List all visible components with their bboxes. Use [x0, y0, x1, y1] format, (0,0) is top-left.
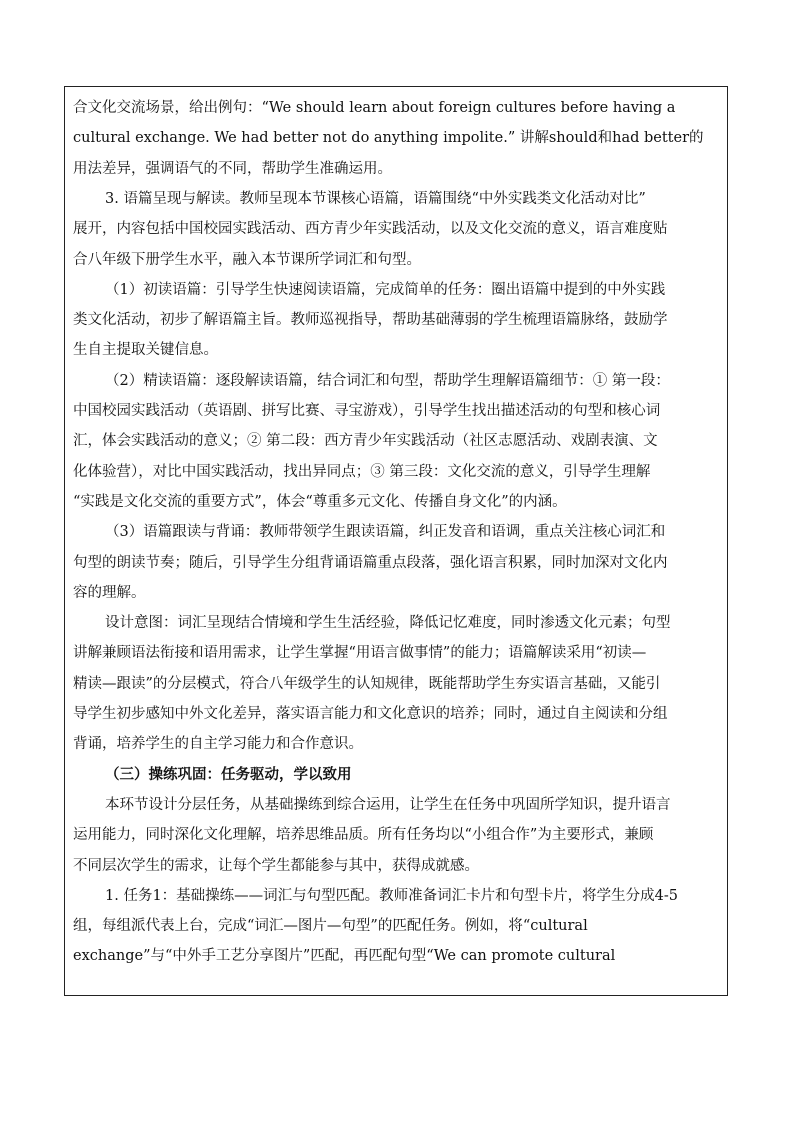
- paragraph-line: 讲解兼顾语法衔接和语用需求，让学生掌握“用语言做事情”的能力；语篇解读采用“初读—: [73, 645, 647, 662]
- paragraph-line: 组，每组派代表上台，完成“词汇—图片—句型”的匹配任务。例如，将“cultural: [73, 918, 588, 935]
- paragraph-line: 容的理解。: [73, 584, 146, 601]
- paragraph-line: 用法差异，强调语气的不同，帮助学生准确运用。: [73, 160, 392, 177]
- paragraph-line: 本环节设计分层任务，从基础操练到综合运用，让学生在任务中巩固所学知识，提升语言: [105, 796, 671, 813]
- paragraph-line: exchange”与“中外手工艺分享图片”匹配，再匹配句型“We can promote cultural: [73, 948, 616, 965]
- paragraph-line: 类文化活动，初步了解语篇主旨。教师巡视指导，帮助基础薄弱的学生梳理语篇脉络，鼓励学: [73, 312, 668, 329]
- paragraph-line: 3. 语篇呈现与解读。教师呈现本节课核心语篇，语篇围绕“中外实践类文化活动对比”: [105, 190, 646, 207]
- paragraph-line: 精读—跟读”的分层模式，符合八年级学生的认知规律，既能帮助学生夯实语言基础，又能引: [73, 675, 661, 692]
- paragraph-line: 导学生初步感知中外文化差异，落实语言能力和文化意识的培养；同时，通过自主阅读和分组: [73, 706, 668, 722]
- paragraph-line: 生自主提取关键信息。: [73, 342, 218, 359]
- paragraph-line: cultural exchange. We had better not do anything impolite.” 讲解should和had better的: [73, 130, 704, 147]
- paragraph-line: 合文化交流场景，给出例句：“We should learn about foreign cultures before having a: [73, 100, 676, 116]
- paragraph-line: 句型的朗读节奏；随后，引导学生分组背诵语篇重点段落，强化语言积累，同时加深对文化内: [73, 554, 668, 571]
- paragraph-line: 运用能力，同时深化文化理解，培养思维品质。所有任务均以“小组合作”为主要形式，兼顾: [73, 827, 654, 844]
- paragraph-line: 化体验营），对比中国实践活动，找出异同点；③ 第三段：文化交流的意义，引导学生理解: [73, 463, 651, 480]
- paragraph-line: （2）精读语篇：逐段解读语篇，结合词汇和句型，帮助学生理解语篇细节：① 第一段：: [105, 372, 670, 389]
- paragraph-line: 设计意图：词汇呈现结合情境和学生生活经验，降低记忆难度，同时渗透文化元素；句型: [105, 615, 671, 632]
- paragraph-line: 展开，内容包括中国校园实践活动、西方青少年实践活动，以及文化交流的意义，语言难度贴: [73, 221, 668, 238]
- section-heading: （三）操练巩固：任务驱动，学以致用: [105, 765, 352, 783]
- paragraph-line: 中国校园实践活动（英语剧、拼写比赛、寻宝游戏），引导学生找出描述活动的句型和核心词: [73, 403, 661, 419]
- paragraph-line: （3）语篇跟读与背诵：教师带领学生跟读语篇，纠正发音和语调，重点关注核心词汇和: [105, 524, 666, 541]
- paragraph-line: 不同层次学生的需求，让每个学生都能参与其中，获得成就感。: [73, 857, 479, 874]
- paragraph-line: 背诵，培养学生的自主学习能力和合作意识。: [73, 736, 363, 753]
- paragraph-line: （1）初读语篇：引导学生快速阅读语篇，完成简单的任务：圈出语篇中提到的中外实践: [105, 281, 666, 298]
- paragraph-line: 汇，体会实践活动的意义；② 第二段：西方青少年实践活动（社区志愿活动、戏剧表演、文: [73, 433, 658, 450]
- paragraph-line: 1. 任务1：基础操练——词汇与句型匹配。教师准备词汇卡片和句型卡片，将学生分成4-5: [105, 887, 679, 904]
- paragraph-line: “实践是文化交流的重要方式”，体会“尊重多元文化、传播自身文化”的内涵。: [73, 493, 567, 510]
- paragraph-line: 合八年级下册学生水平，融入本节课所学词汇和句型。: [73, 251, 421, 268]
- lesson-plan-table-cell: [64, 86, 728, 996]
